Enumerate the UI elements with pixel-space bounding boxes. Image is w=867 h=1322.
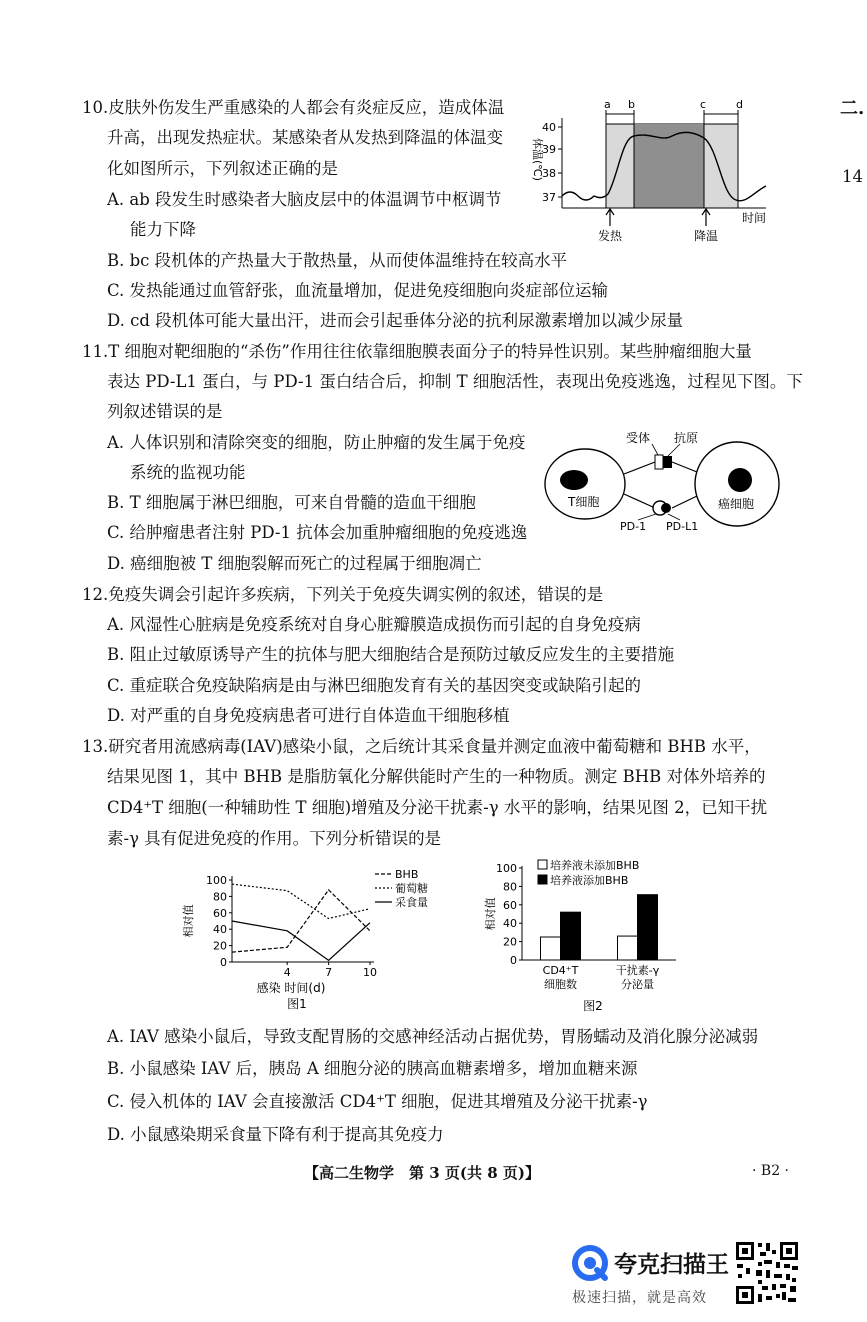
bar-0-0 — [541, 937, 561, 960]
y-tick-label: 20 — [503, 935, 517, 949]
q10-stem-1: 10.皮肤外伤发生严重感染的人都会有炎症反应，造成体温 — [82, 98, 505, 117]
arrow-label-cooling: 降温 — [694, 229, 719, 243]
page-footer: 【高二生物学 第 3 页(共 8 页)】 — [304, 1164, 540, 1182]
q10-option-b: B. bc 段机体的产热量大于散热量，从而使体温维持在较高水平 — [107, 251, 568, 270]
legend-label-2: 采食量 — [395, 896, 428, 909]
x-tick-label: 4 — [283, 966, 291, 979]
q11-option-b: B. T 细胞属于淋巴细胞，可来自骨髓的造血干细胞 — [107, 493, 476, 512]
q12-option-c: C. 重症联合免疫缺陷病是由与淋巴细胞发育有关的基因突变或缺陷引起的 — [107, 676, 642, 695]
segment-label-b: b — [628, 98, 635, 111]
y-tick-label: 0 — [510, 954, 517, 967]
q12-option-b: B. 阻止过敏原诱导产生的抗体与肥大细胞结合是预防过敏反应发生的主要措施 — [107, 645, 675, 664]
y-tick-40: 40 — [542, 121, 556, 134]
x-axis-title: 时间 — [742, 211, 767, 225]
figure-1-line-chart — [180, 862, 450, 1014]
chart-title: 图2 — [583, 999, 603, 1013]
q10-option-a-2: 能力下降 — [130, 220, 196, 239]
series-line-1 — [232, 884, 370, 918]
fever-temperature-figure — [522, 96, 772, 246]
q13-stem-2: 结果见图 1，其中 BHB 是脂肪氧化分解供能时产生的一种物质。测定 BHB 对体外培养的 — [107, 767, 766, 786]
bar-1-1 — [638, 895, 658, 960]
edge-text-mid: 14 — [842, 167, 863, 186]
x-category-label: 干扰素-γ — [615, 964, 660, 977]
segment-label-a: a — [604, 98, 611, 111]
q10-stem-3: 化如图所示，下列叙述正确的是 — [107, 159, 338, 178]
q11-option-c: C. 给肿瘤患者注射 PD-1 抗体会加重肿瘤细胞的免疫逃逸 — [107, 523, 528, 542]
q12-option-a: A. 风湿性心脏病是免疫系统对自身心脏瓣膜造成损伤而引起的自身免疫病 — [107, 615, 641, 634]
label-pdl1: PD-L1 — [666, 520, 699, 533]
legend-swatch-0 — [538, 860, 547, 869]
q12-stem: 12.免疫失调会引起许多疾病，下列关于免疫失调实例的叙述，错误的是 — [82, 585, 604, 604]
y-tick-label: 60 — [213, 906, 227, 920]
x-axis-title: 感染 时间(d) — [256, 981, 326, 995]
label-antigen: 抗原 — [674, 431, 699, 445]
x-tick-label: 7 — [325, 966, 333, 979]
bar-1-0 — [618, 936, 638, 960]
edge-text-top: 二. — [840, 98, 865, 119]
y-tick-label: 40 — [213, 923, 227, 937]
y-tick-label: 80 — [213, 890, 227, 904]
q10-option-c: C. 发热能通过血管舒张，血流量增加，促进免疫细胞向炎症部位运输 — [107, 281, 609, 300]
q11-option-a-2: 系统的监视功能 — [130, 463, 246, 482]
legend-label-0: BHB — [395, 868, 419, 881]
qr-code-icon — [734, 1240, 800, 1306]
x-category-label: CD4⁺T — [542, 964, 579, 977]
y-tick-39: 39 — [542, 143, 556, 156]
label-pd1: PD-1 — [620, 520, 647, 533]
figure-2-bar-chart — [480, 856, 680, 1016]
y-tick-label: 100 — [496, 862, 517, 875]
q13-stem-4: 素-γ 具有促进免疫的作用。下列分析错误的是 — [107, 829, 442, 848]
y-tick-label: 20 — [213, 939, 227, 953]
q11-option-d: D. 癌细胞被 T 细胞裂解而死亡的过程属于细胞凋亡 — [107, 554, 482, 573]
scanner-brand-name: 夸克扫描王 — [614, 1252, 729, 1278]
arrow-label-fever: 发热 — [598, 229, 623, 243]
q11-stem-1: 11.T 细胞对靶细胞的“杀伤”作用往往依靠细胞膜表面分子的特异性识别。某些肿瘤细胞大量 — [82, 342, 752, 361]
q10-stem-2: 升高，出现发热症状。某感染者从发热到降温的体温变 — [107, 128, 503, 147]
q11-option-a-1: A. 人体识别和清除突变的细胞，防止肿瘤的发生属于免疫 — [107, 433, 526, 452]
chart-title: 图1 — [287, 997, 307, 1011]
q13-option-d: D. 小鼠感染期采食量下降有利于提高其免疫力 — [107, 1125, 444, 1144]
q11-stem-3: 列叙述错误的是 — [107, 402, 223, 421]
y-tick-label: 80 — [503, 880, 517, 894]
q13-stem-1: 13.研究者用流感病毒(IAV)感染小鼠，之后统计其采食量并测定血液中葡萄糖和 BHB 水平， — [82, 737, 761, 756]
bar-0-1 — [561, 912, 581, 960]
scanner-logo-icon — [571, 1244, 609, 1282]
legend-label-1: 葡萄糖 — [395, 882, 428, 895]
segment-label-d: d — [736, 98, 743, 111]
legend-swatch-1 — [538, 875, 547, 884]
y-tick-label: 60 — [503, 898, 517, 912]
label-t-cell: T细胞 — [568, 495, 600, 509]
y-tick-38: 38 — [542, 167, 556, 180]
paper-code: · B2 · — [752, 1163, 789, 1179]
segment-label-c: c — [700, 98, 707, 111]
legend-label-0: 培养液未添加BHB — [550, 859, 640, 872]
scanner-slogan: 极速扫描，就是高效 — [572, 1290, 707, 1306]
q13-option-a: A. IAV 感染小鼠后，导致支配胃肠的交感神经活动占据优势，胃肠蠕动及消化腺分泌减弱 — [107, 1027, 759, 1046]
series-line-0 — [232, 890, 370, 952]
y-tick-label: 0 — [220, 956, 227, 969]
x-category-label: 分泌量 — [621, 978, 654, 991]
q10-option-d: D. cd 段机体可能大量出汗，进而会引起垂体分泌的抗利尿激素增加以减少尿量 — [107, 311, 684, 330]
q13-option-c: C. 侵入机体的 IAV 会直接激活 CD4⁺T 细胞，促进其增殖及分泌干扰素-γ — [107, 1092, 648, 1111]
q13-stem-3: CD4⁺T 细胞(一种辅助性 T 细胞)增殖及分泌干扰素-γ 水平的影响，结果见图 2，已知干扰 — [107, 798, 768, 817]
label-receptor: 受体 — [626, 431, 651, 445]
x-tick-label: 10 — [363, 966, 377, 979]
y-axis-title: 体温(℃) — [531, 138, 544, 181]
q13-option-b: B. 小鼠感染 IAV 后，胰岛 A 细胞分泌的胰高血糖素增多，增加血糖来源 — [107, 1059, 638, 1078]
y-tick-37: 37 — [542, 191, 556, 204]
label-cancer-cell: 癌细胞 — [718, 497, 755, 511]
legend-label-1: 培养液添加BHB — [550, 874, 629, 887]
x-category-label: 细胞数 — [544, 978, 577, 991]
y-tick-label: 40 — [503, 917, 517, 931]
y-axis-title: 相对值 — [182, 904, 195, 938]
y-axis-title: 相对值 — [484, 897, 497, 931]
q12-option-d: D. 对严重的自身免疫病患者可进行自体造血干细胞移植 — [107, 706, 510, 725]
immune-escape-figure — [542, 428, 782, 538]
series-line-2 — [232, 921, 370, 960]
y-tick-label: 100 — [206, 874, 227, 887]
q11-stem-2: 表达 PD-L1 蛋白，与 PD-1 蛋白结合后，抑制 T 细胞活性，表现出免疫逃逸，过程见下图。下 — [107, 372, 803, 391]
q10-option-a-1: A. ab 段发生时感染者大脑皮层中的体温调节中枢调节 — [107, 190, 502, 209]
